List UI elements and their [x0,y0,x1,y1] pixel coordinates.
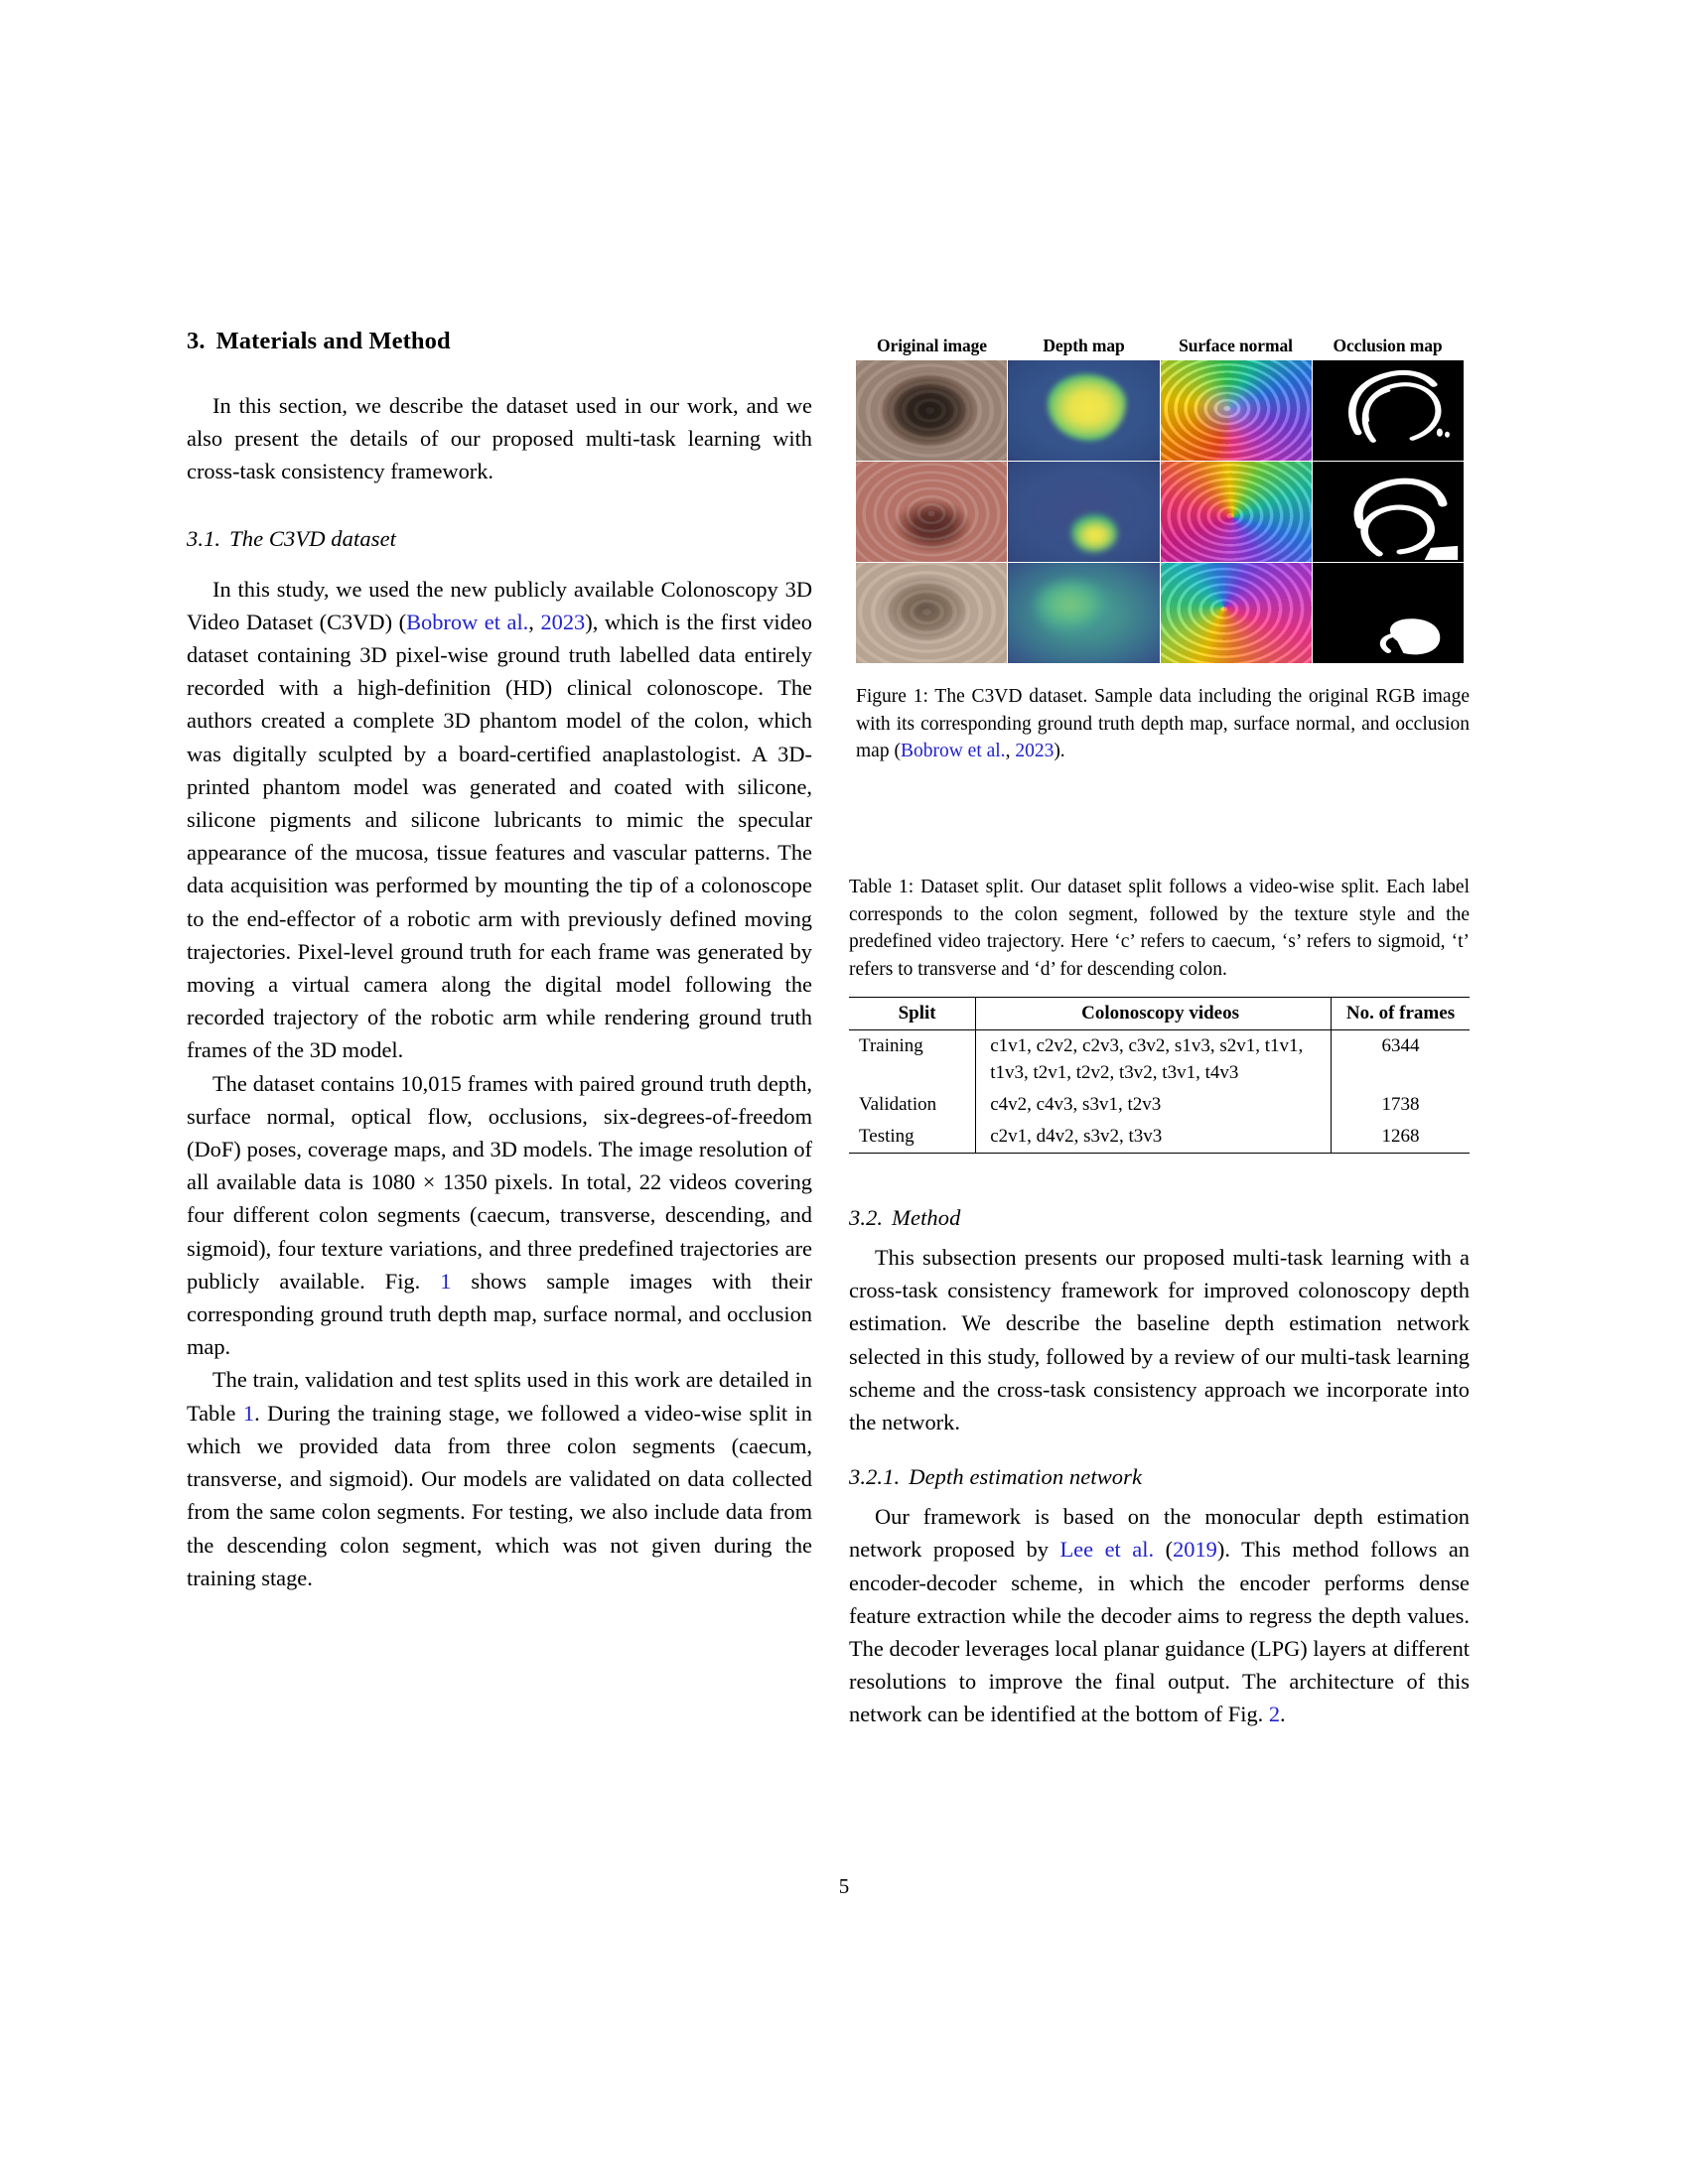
spacer [187,488,812,526]
citation-bobrow-year[interactable]: 2023 [540,609,586,634]
cell-frames-training: 6344 [1331,1030,1470,1063]
spacer [849,1154,1470,1205]
citation-lee-year[interactable]: 2019 [1173,1537,1217,1563]
sample-surface-normal-3 [1161,563,1312,663]
cell-split-empty [849,1062,976,1089]
paragraph-splits-pre: The train, validation and test splits used in this work are detailed in Table [187,1367,812,1426]
table-header-row [849,998,1470,1030]
figure-header-occlusion-map: Occlusion map [1333,336,1443,355]
paragraph-dataset-details [187,1067,812,1364]
cell-videos-training-line1: c1v1, c2v2, c2v3, c3v2, s1v3, s2v1, t1v1, [976,1030,1332,1063]
citation-lee-name[interactable]: Lee et al. [1059,1537,1155,1563]
spacer [849,1438,1470,1464]
table-header-frames: No. of frames [1331,998,1470,1030]
figure-image-grid [856,360,1464,663]
dataset-split-table [849,997,1470,1154]
cell-split-validation: Validation [859,1094,937,1115]
subsection-number: 3.2. [849,1205,884,1230]
figure-caption-citation-separator: , [1005,741,1016,761]
subsection-heading-3-2 [849,1205,1470,1231]
spacer [187,552,812,573]
paragraph-dataset-post: shows sample images with their corresponding ground truth depth map, surface normal, and occlusion map. [187,1268,812,1360]
table-1-reference[interactable]: 1 [242,1400,255,1426]
cell-videos-testing: c2v1, d4v2, s3v2, t3v3 [976,1121,1332,1154]
cell-frames-validation: 1738 [1331,1089,1470,1121]
paragraph-splits-post: . During the training stage, we followed a video-wise split in which we provided data from three colon segments (caecum, transverse, and sigmoid). Our models are validated on data collected from the same colon segments. For testing, we also include data from the descending colon segment, which was not given during the training stage. [187,1400,812,1590]
paragraph-depth-network [849,1500,1470,1730]
subsection-heading-3-1 [187,526,812,552]
subsection-number: 3.1. [187,525,221,551]
figure-2-reference[interactable]: 2 [1268,1702,1281,1727]
cell-frames-testing: 1268 [1331,1121,1470,1154]
right-column [849,874,1470,1731]
table-row [849,1030,1470,1063]
cell-split-testing: Testing [859,1126,914,1147]
paragraph-c3vd [187,573,812,1067]
citation-bobrow-name[interactable]: Bobrow et al. [406,609,529,634]
paragraph-splits [187,1363,812,1593]
subsection-title: Method [892,1205,961,1230]
figure-caption-citation-name[interactable]: Bobrow et al. [900,741,1006,761]
cell-split-training: Training [859,1035,923,1056]
table-body [849,1030,1470,1154]
table-head [849,998,1470,1030]
cell-videos-validation: c4v2, c4v3, s3v1, t2v3 [976,1089,1332,1121]
subsection-title: Depth estimation network [909,1464,1143,1490]
figure-header-surface-normal: Surface normal [1179,336,1293,355]
paragraph-c3vd-post: ), which is the first video dataset containing 3D pixel-wise ground truth labelled data entirely recorded with a high-definition (HD) clinical colonoscope. The authors created a complete 3D phantom model of the colon, which was digitally sculpted by a board-certified anaplastologist. A 3D-printed phantom model was generated and coated with silicone, silicone pigments and silicone lubricants to mimic the specular appearance of the mucosa, tissue features and vascular patterns. The data acquisition was performed by mounting the tip of a colonoscope to the end-effector of a robotic arm with previously defined moving trajectories. Pixel-level ground truth for each frame was generated by moving a virtual camera along the digital model following the recorded trajectory of the robotic arm while rendering ground truth frames of the 3D model. [187,609,812,1063]
spacer [849,1490,1470,1500]
figure-1 [856,336,1470,765]
sample-surface-normal-1 [1161,360,1312,461]
page-number: 5 [838,1874,850,1898]
citation-separator: , [528,609,541,634]
subsection-number: 3.2.1. [849,1464,901,1490]
paragraph-intro: In this section, we describe the dataset used in our work, and we also present the details of our proposed multi-task learning with cross-task consistency framework. [187,393,812,484]
sample-original-image-2 [856,462,1007,562]
section-heading-3 [187,328,812,355]
figure-1-reference[interactable]: 1 [440,1268,452,1294]
paragraph-depth-pre: Our framework is based on the monocular depth estimation network proposed by [849,1504,1470,1563]
cell-videos-training-line2: t1v3, t2v1, t2v2, t3v2, t3v1, t4v3 [976,1062,1332,1089]
left-column [187,328,812,1594]
table-header-videos: Colonoscopy videos [976,998,1332,1030]
subsection-heading-3-2-1 [849,1464,1470,1490]
figure-header-depth-map: Depth map [1043,336,1125,355]
sample-depth-map-1 [1008,360,1159,461]
table-row [849,1121,1470,1154]
citation-lee-separator: ( [1154,1537,1174,1563]
figure-1-caption [856,683,1470,765]
subsection-title: The C3VD dataset [229,525,397,551]
figure-caption-citation-year[interactable]: 2023 [1015,741,1055,761]
sample-original-image-3 [856,563,1007,663]
paragraph-method: This subsection presents our proposed multi-task learning with a cross-task consistency framework for improved colonoscopy depth estimation. We describe the baseline depth estimation network selected in this study, followed by a review of our multi-task learning scheme and the cross-task consistency approach we incorporate into the network. [849,1245,1470,1435]
sample-occlusion-map-1 [1313,360,1464,461]
table-row [849,1089,1470,1121]
paragraph-dataset-pre: The dataset contains 10,015 frames with paired ground truth depth, surface normal, optical flow, occlusions, six-degrees-of-freedom (DoF) poses, coverage maps, and 3D models. The image resolution of all available data is 1080 × 1350 pixels. In total, 22 videos covering four different colon segments (caecum, transverse, descending, and sigmoid), four texture variations, and three predefined trajectories are publicly available. Fig. [187,1070,812,1294]
table-1-caption: Table 1: Dataset split. Our dataset split follows a video-wise split. Each label corresponds to the colon segment, followed by the texture style and the predefined video trajectory. Here ‘c’ refers to caecum, ‘s’ refers to sigmoid, ‘t’ refers to transverse and ‘d’ for descending colon. [849,877,1470,980]
sample-surface-normal-2 [1161,462,1312,562]
sample-depth-map-3 [1008,563,1159,663]
cell-frames-empty [1331,1062,1470,1089]
spacer [849,1231,1470,1241]
figure-header-original-image: Original image [877,336,987,355]
sample-occlusion-map-2 [1313,462,1464,562]
figure-column-headers [856,336,1464,356]
section-number: 3. [187,328,206,354]
table-header-split: Split [898,1003,936,1024]
paragraph-c3vd-pre: In this study, we used the new publicly available Colonoscopy 3D Video Dataset (C3VD) ( [187,576,812,634]
sample-depth-map-2 [1008,462,1159,562]
figure-caption-post: ). [1054,741,1065,761]
sample-original-image-1 [856,360,1007,461]
figure-caption-label: Figure 1: [856,686,928,707]
spacer [187,355,812,389]
paragraph-depth-mid: ). This method follows an encoder-decoder scheme, in which the encoder performs dense feature extraction while the decoder aims to regress the depth values. The decoder leverages local planar guidance (LPG) layers at different resolutions to improve the final output. The architecture of this network can be identified at the bottom of Fig. [849,1537,1470,1727]
section-title: Materials and Method [215,328,451,354]
sample-occlusion-map-3 [1313,563,1464,663]
paragraph-depth-post: . [1280,1702,1286,1727]
figure-caption-pre: The C3VD dataset. Sample data including the original RGB image with its corresponding ground truth depth map, surface normal, and occlusion map ( [856,686,1470,761]
table-row-continuation [849,1062,1470,1089]
